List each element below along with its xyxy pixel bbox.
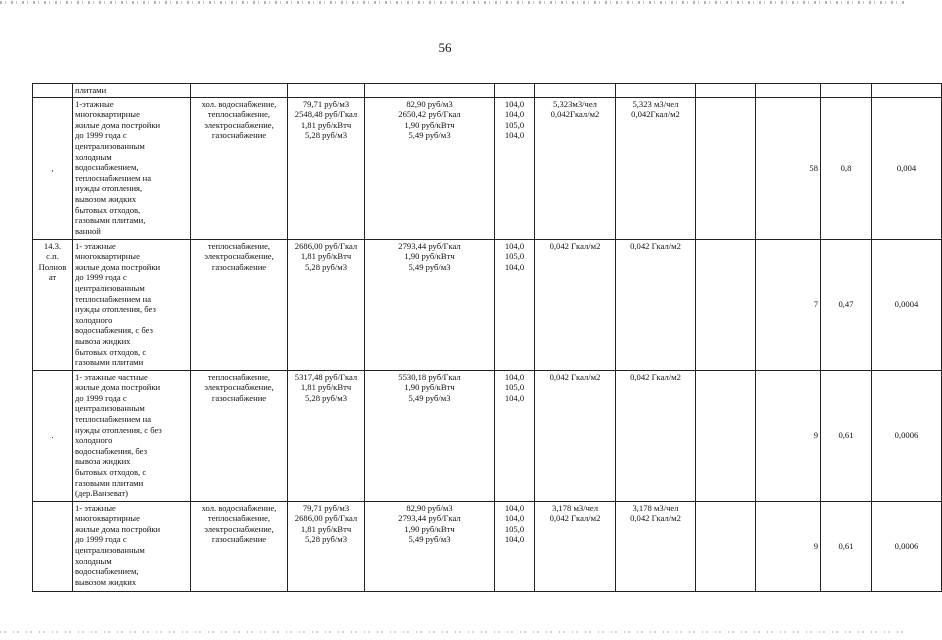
- cell-value-2: 0,0006: [872, 370, 942, 501]
- cell-services: теплоснабжение, электроснабжение, газоснабжение: [191, 239, 288, 370]
- cell-value-1: 0,8: [821, 97, 872, 239]
- cell-norm-2: 5,323 м3/чел 0,042Гкал/м2: [616, 97, 696, 239]
- cell-description: 1- этажные многоквартирные жилые дома постройки до 1999 года с централизованным теплоснабжением на нужды отопления, без холодного водоснабжения, с без вывоза жидких бытовых отходов, с газовыми плитами: [73, 239, 191, 370]
- cell-value-2: 0,0004: [872, 239, 942, 370]
- tariff-table: [32, 83, 942, 592]
- cell-number: .: [33, 370, 73, 501]
- cell-count: 58: [756, 97, 821, 239]
- cell-description: 1- этажные частные жилые дома постройки до 1999 года с централизованным теплоснабжением на нужды отопления, с без холодного водоснабжения, без вывоза жидких бытовых отходов, с газовыми плитами (дер.Ванзеват): [73, 370, 191, 501]
- cell-count: 7: [756, 239, 821, 370]
- cell-number: ,: [33, 97, 73, 239]
- table-row: [33, 370, 942, 501]
- cell-index: 104,0 104,0 105,0 104,0: [495, 97, 535, 239]
- cell-value-2: 0,0006: [872, 501, 942, 591]
- cell-tariff-old: 79,71 руб/м3 2548,48 руб/Гкал 1,81 руб/кВтч 5,28 руб/м3: [288, 97, 365, 239]
- cell-tariff-new: 82,90 руб/м3 2793,44 руб/Гкал 1,90 руб/кВтч 5,49 руб/м3: [365, 501, 495, 591]
- cell-services: [191, 84, 288, 98]
- cell-norm-1: 5,323м3/чел 0,042Гкал/м2: [535, 97, 616, 239]
- cell-services: хол. водоснабжение, теплоснабжение, электроснабжение, газоснабжение: [191, 501, 288, 591]
- table-row: [33, 501, 942, 591]
- cell-tariff-old: 5317,48 руб/Гкал 1,81 руб/кВтч 5,28 руб/м3: [288, 370, 365, 501]
- table-row: [33, 97, 942, 239]
- cell-tariff-new: [365, 84, 495, 98]
- cell-value-2: 0,004: [872, 97, 942, 239]
- cell-tariff-old: [288, 84, 365, 98]
- cell-norm-2: [616, 84, 696, 98]
- page-number: 56: [438, 40, 452, 55]
- cell-empty: [696, 501, 756, 591]
- cell-services: хол. водоснабжение, теплоснабжение, электроснабжение, газоснабжение: [191, 97, 288, 239]
- scan-noise-top: [0, 1, 905, 4]
- cell-value-2: [872, 84, 942, 98]
- cell-norm-2: 3,178 м3/чел 0,042 Гкал/м2: [616, 501, 696, 591]
- cell-count: [756, 84, 821, 98]
- cell-tariff-old: 79,71 руб/м3 2686,00 руб/Гкал 1,81 руб/кВтч 5,28 руб/м3: [288, 501, 365, 591]
- cell-tariff-new: 82,90 руб/м3 2650,42 руб/Гкал 1,90 руб/кВтч 5,49 руб/м3: [365, 97, 495, 239]
- scan-noise-bottom: [0, 631, 905, 633]
- cell-count: 9: [756, 501, 821, 591]
- cell-number: [33, 501, 73, 591]
- cell-index: 104,0 105,0 104,0: [495, 370, 535, 501]
- cell-services: теплоснабжение, электроснабжение, газоснабжение: [191, 370, 288, 501]
- cell-index: 104,0 104,0 105,0 104,0: [495, 501, 535, 591]
- cell-tariff-old: 2686,00 руб/Гкал 1,81 руб/кВтч 5,28 руб/м3: [288, 239, 365, 370]
- cell-norm-1: 0,042 Гкал/м2: [535, 239, 616, 370]
- cell-empty: [696, 97, 756, 239]
- cell-tariff-new: 5530,18 руб/Гкал 1,90 руб/кВтч 5,49 руб/м3: [365, 370, 495, 501]
- cell-value-1: 0,61: [821, 501, 872, 591]
- cell-norm-1: 3,178 м3/чел 0,042 Гкал/м2: [535, 501, 616, 591]
- cell-description: 1-этажные многоквартирные жилые дома постройки до 1999 года с централизованным холодным водоснабжением, теплоснабжением на нужды отопления, вывозом жидких бытовых отходов, газовыми плитами, ванной: [73, 97, 191, 239]
- cell-description: плитами: [73, 84, 191, 98]
- cell-tariff-new: 2793,44 руб/Гкал 1,90 руб/кВтч 5,49 руб/м3: [365, 239, 495, 370]
- cell-norm-1: [535, 84, 616, 98]
- cell-empty: [696, 370, 756, 501]
- cell-number: 14.3. с.п. Полнов ат: [33, 239, 73, 370]
- cell-value-1: [821, 84, 872, 98]
- cell-number: [33, 84, 73, 98]
- cell-empty: [696, 84, 756, 98]
- cell-index: [495, 84, 535, 98]
- cell-norm-1: 0,042 Гкал/м2: [535, 370, 616, 501]
- cell-norm-2: 0,042 Гкал/м2: [616, 370, 696, 501]
- cell-count: 9: [756, 370, 821, 501]
- table-row: [33, 239, 942, 370]
- cell-norm-2: 0,042 Гкал/м2: [616, 239, 696, 370]
- cell-description: 1- этажные многоквартирные жилые дома постройки до 1999 года с централизованным холодным водоснабжением, вывозом жидких: [73, 501, 191, 591]
- table-body: [33, 84, 942, 592]
- cell-value-1: 0,61: [821, 370, 872, 501]
- cell-index: 104,0 105,0 104,0: [495, 239, 535, 370]
- cell-value-1: 0,47: [821, 239, 872, 370]
- cell-empty: [696, 239, 756, 370]
- table-row: [33, 84, 942, 98]
